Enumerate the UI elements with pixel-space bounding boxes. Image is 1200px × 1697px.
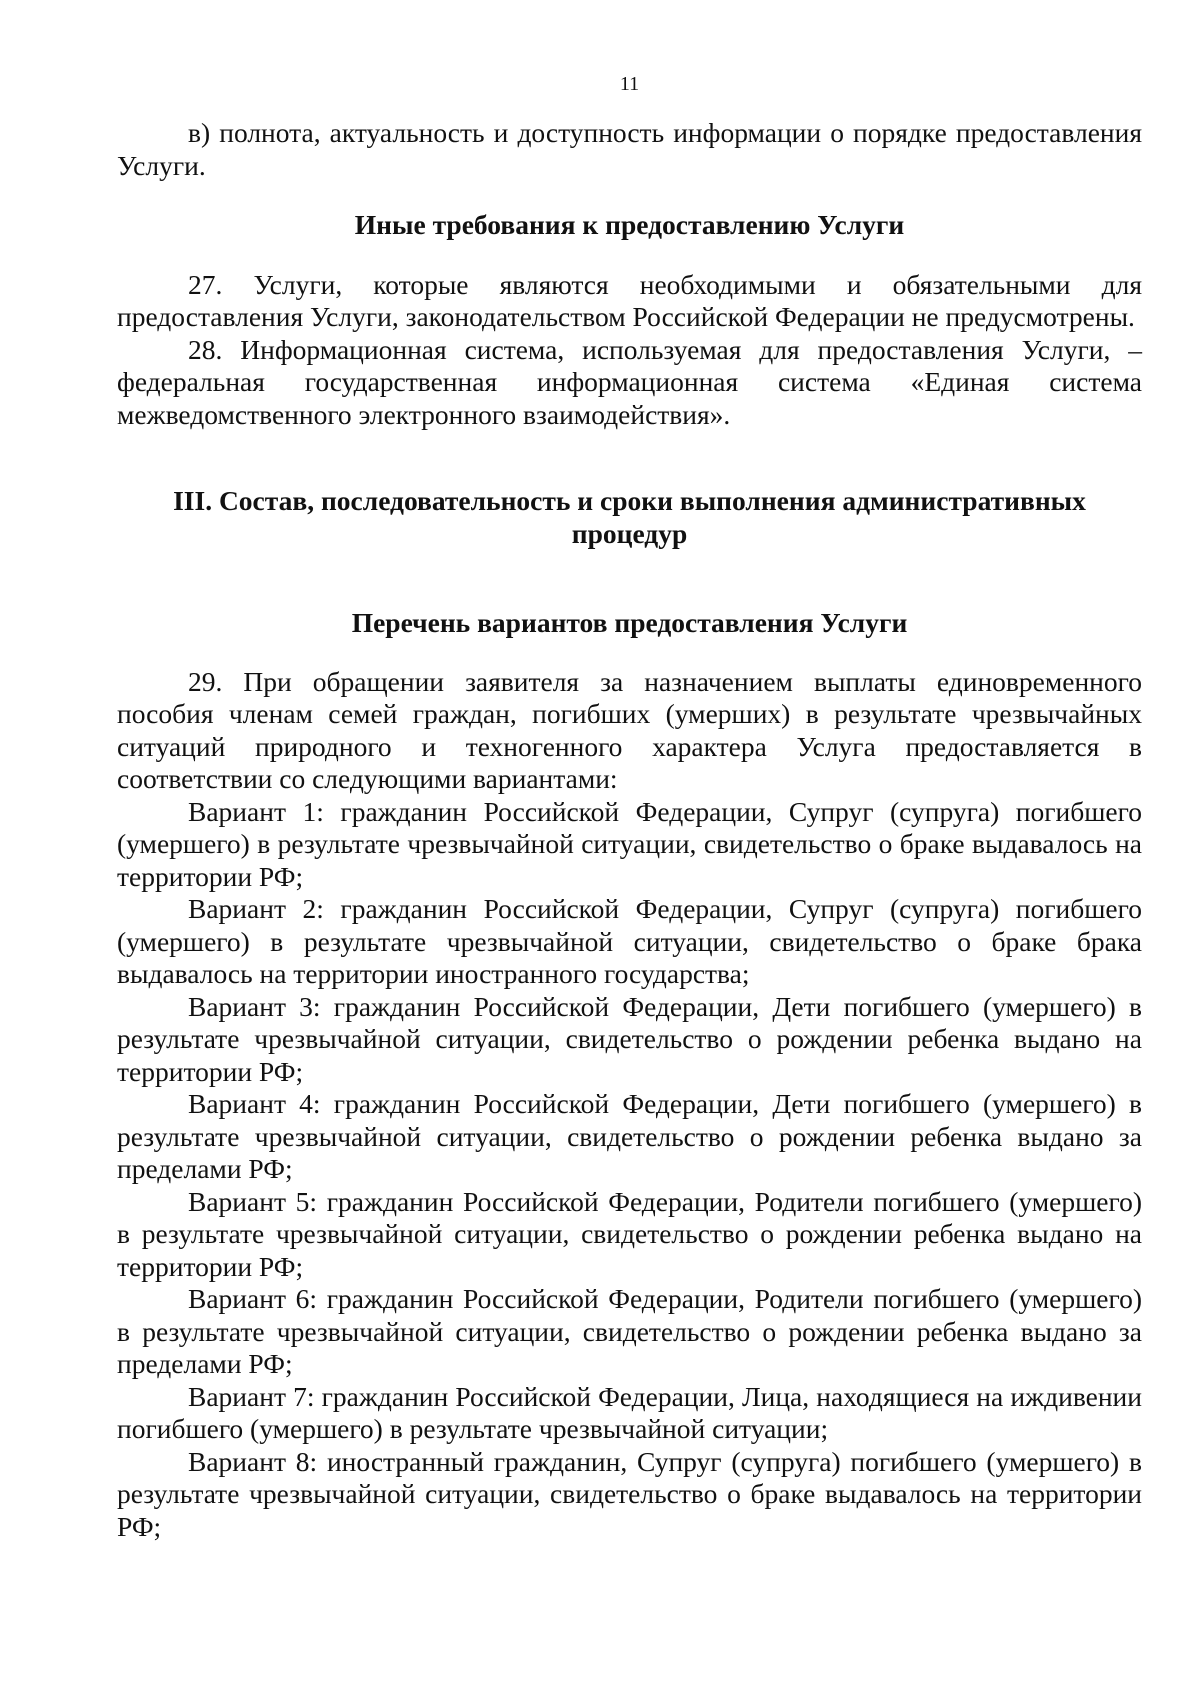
variant-2: Вариант 2: гражданин Российской Федерации, Супруг (супруга) погибшего (умершего) в результате чрезвычайной ситуации, свидетельство о браке брака выдавалось на территории иностранного государства; (117, 893, 1142, 989)
variant-8: Вариант 8: иностранный гражданин, Супруг (супруга) погибшего (умершего) в результате чрезвычайной ситуации, свидетельство о браке выдавалось на территории РФ; (117, 1445, 1142, 1542)
section-heading-iii: III. Состав, последовательность и сроки выполнения административных процедур (173, 485, 1086, 549)
paragraph-item-v: в) полнота, актуальность и доступность информации о порядке предоставления Услуги. (117, 117, 1142, 181)
document-body (117, 117, 1142, 1543)
variant-7: Вариант 7: гражданин Российской Федерации, Лица, находящиеся на иждивении погибшего (умершего) в результате чрезвычайной ситуации; (117, 1380, 1142, 1444)
paragraph-29: 29. При обращении заявителя за назначением выплаты единовременного пособия членам семей граждан, погибших (умерших) в результате чрезвычайных ситуаций природного и техногенного характера Услуга предоставляется в соответствии со следующими вариантами: (117, 665, 1142, 794)
heading-other-requirements: Иные требования к предоставлению Услуги (354, 209, 905, 240)
page-number: 11 (619, 73, 640, 95)
paragraph-27: 27. Услуги, которые являются необходимыми и обязательными для предоставления Услуги, законодательством Российской Федерации не предусмотрены. (117, 268, 1142, 332)
paragraph-28: 28. Информационная система, используемая для предоставления Услуги, – федеральная государственная информационная система «Единая система межведомственного электронного взаимодействия». (117, 333, 1142, 430)
variant-5: Вариант 5: гражданин Российской Федерации, Родители погибшего (умершего) в результате чрезвычайной ситуации, свидетельство о рождении ребенка выдано на территории РФ; (117, 1185, 1142, 1282)
variant-1: Вариант 1: гражданин Российской Федерации, Супруг (супруга) погибшего (умершего) в результате чрезвычайной ситуации, свидетельство о браке выдавалось на территории РФ; (117, 795, 1142, 892)
variant-3: Вариант 3: гражданин Российской Федерации, Дети погибшего (умершего) в результате чрезвычайной ситуации, свидетельство о рождении ребенка выдано на территории РФ; (117, 990, 1142, 1087)
heading-variants-list: Перечень вариантов предоставления Услуги (351, 607, 908, 638)
variant-4: Вариант 4: гражданин Российской Федерации, Дети погибшего (умершего) в результате чрезвычайной ситуации, свидетельство о рождении ребенка выдано за пределами РФ; (117, 1088, 1142, 1184)
variant-6: Вариант 6: гражданин Российской Федерации, Родители погибшего (умершего) в результате чрезвычайной ситуации, свидетельство о рождении ребенка выдано за пределами РФ; (117, 1283, 1142, 1379)
